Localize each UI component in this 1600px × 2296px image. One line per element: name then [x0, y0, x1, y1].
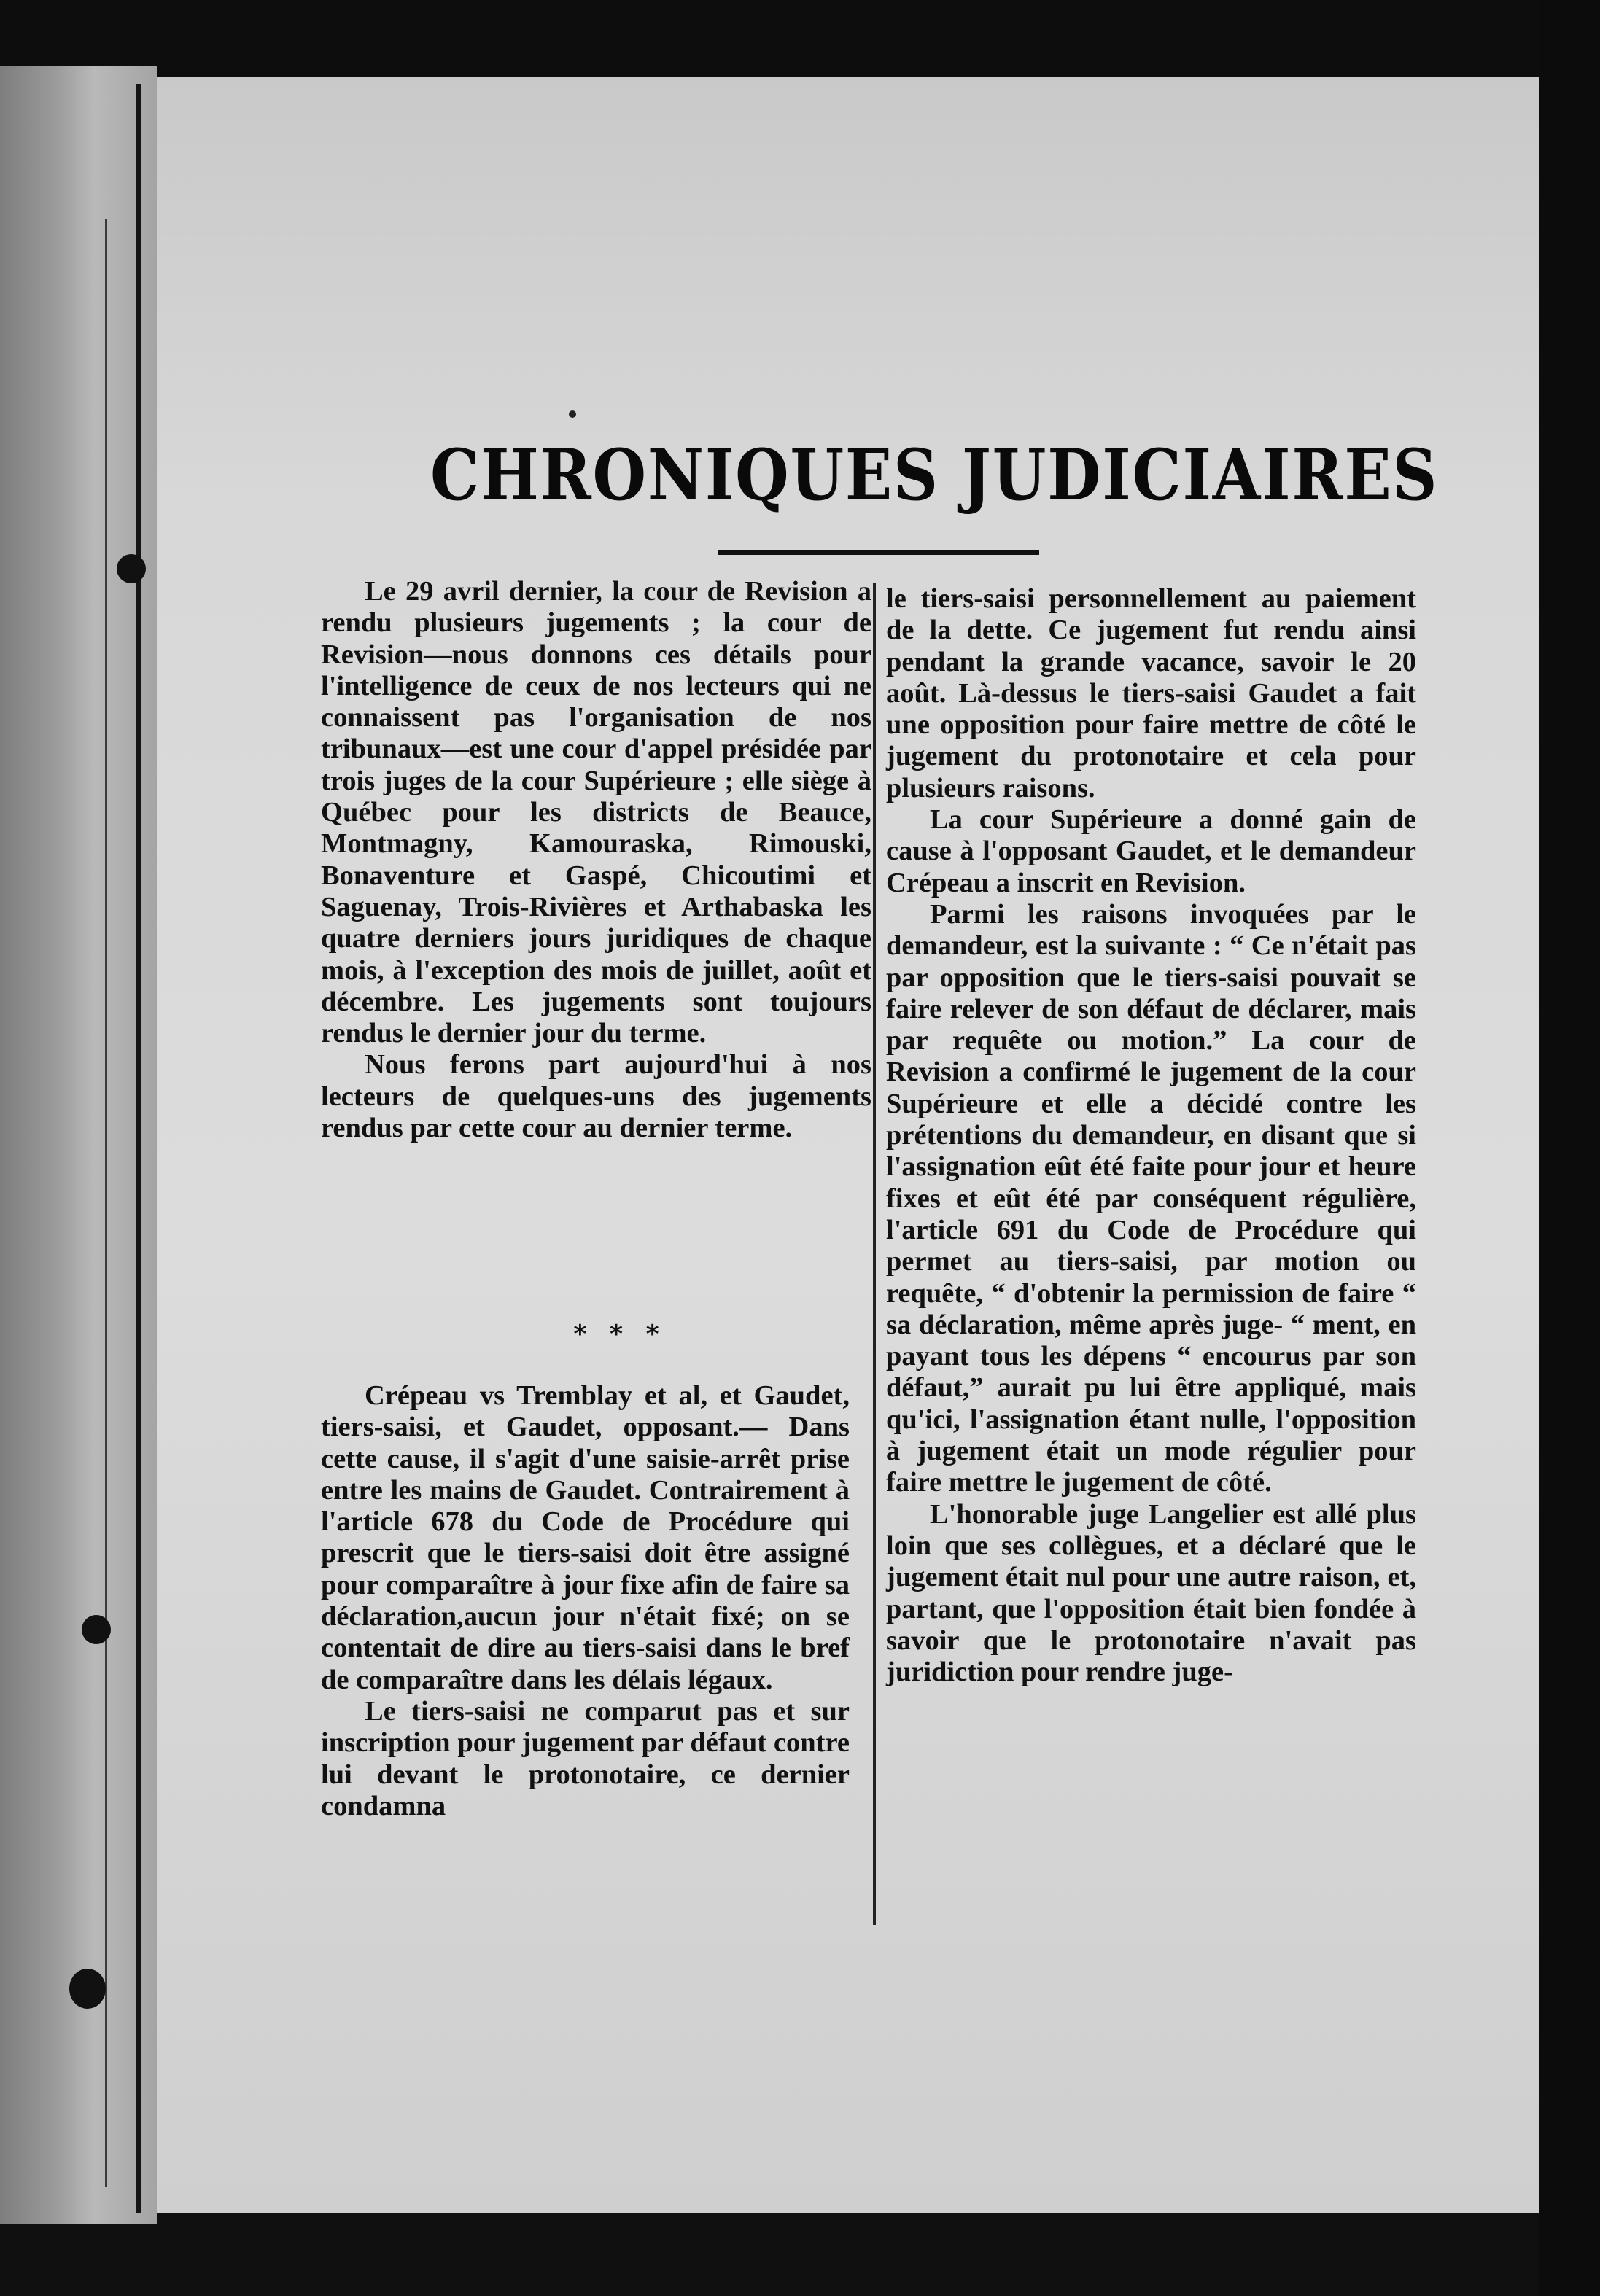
- paragraph: Nous ferons part aujourd'hui à nos lecteurs de quelques-uns des jugements rendus par cette cour au dernier terme.: [321, 1049, 871, 1144]
- section-separator: * * *: [573, 1320, 667, 1349]
- left-column: [321, 576, 871, 1144]
- scan-border-right: [1539, 0, 1600, 2296]
- scan-border-bottom: [0, 2202, 1600, 2296]
- paragraph: Crépeau vs Tremblay et al, et Gaudet, tiers-saisi, et Gaudet, opposant.— Dans cette cause, il s'agit d'une saisie-arrêt prise entre les mains de Gaudet. Contrairement à l'article 678 du Code de Procédure qui prescrit que le tiers-saisi doit être assigné pour comparaître à jour fixe afin de faire sa déclaration,aucun jour n'était fixé; on se contentait de dire au tiers-saisi dans le bref de comparaître dans les délais légaux.: [321, 1380, 850, 1695]
- paragraph: La cour Supérieure a donné gain de cause à l'opposant Gaudet, et le demandeur Crépeau a inscrit en Revision.: [886, 804, 1416, 898]
- column-divider: [873, 583, 876, 1925]
- page-title: CHRONIQUES JUDICIAIRES: [430, 434, 1439, 516]
- binding-hole: [117, 554, 146, 583]
- binding-edge-line: [136, 84, 141, 2213]
- right-column: [886, 583, 1416, 1688]
- paragraph: Parmi les raisons invoquées par le demandeur, est la suivante : “ Ce n'était pas par opposition que le tiers-saisi pouvait se faire relever de son défaut de déclarer, mais par requête ou motion.” La cour de Revision a confirmé le jugement de la cour Supérieure et elle a décidé contre les prétentions du demandeur, en disant que si l'assignation eût été faite pour jour et heure fixes et eût été par conséquent régulière, l'article 691 du Code de Procédure qui permet au tiers-saisi, par motion ou requête, “ d'obtenir la permission de faire “ sa déclaration, même après juge- “ ment, en payant tous les dépens “ encourus par son défaut,” aurait pu lui être appliqué, mais qu'ici, l'assignation étant nulle, l'opposition à jugement était un mode régulier pour faire mettre le jugement de côté.: [886, 898, 1416, 1498]
- ink-dot: [569, 410, 576, 418]
- title-rule: [718, 550, 1039, 555]
- paragraph: L'honorable juge Langelier est allé plus loin que ses collègues, et a déclaré que le jugement était nul pour une autre raison, et, partant, que l'opposition était bien fondée à savoir que le protonotaire n'avait pas juridiction pour rendre juge-: [886, 1498, 1416, 1688]
- binding-hole: [69, 1969, 106, 2009]
- paragraph: Le 29 avril dernier, la cour de Revision a rendu plusieurs jugements ; la cour de Revision—nous donnons ces détails pour l'intelligence de ceux de nos lecteurs qui ne connaissent pas l'organisation de nos tribunaux—est une cour d'appel présidée par trois juges de la cour Supérieure ; elle siège à Québec pour les districts de Beauce, Montmagny, Kamouraska, Rimouski, Bonaventure et Gaspé, Chicoutimi et Saguenay, Trois-Rivières et Arthabaska les quatre derniers jours juridiques de chaque mois, à l'exception des mois de juillet, août et décembre. Les jugements sont toujours rendus le dernier jour du terme.: [321, 576, 871, 1049]
- binding-hole: [82, 1615, 111, 1644]
- paragraph: Le tiers-saisi ne comparut pas et sur inscription pour jugement par défaut contre lui devant le protonotaire, ce dernier condamna: [321, 1695, 850, 1821]
- left-column-second-article: [321, 1380, 850, 1822]
- scan-border-top: [0, 0, 1600, 87]
- binding-fold-line: [105, 219, 107, 2187]
- binding-gutter: [0, 66, 157, 2224]
- paragraph: le tiers-saisi personnellement au paiement de la dette. Ce jugement fut rendu ainsi pendant la grande vacance, savoir le 20 août. Là-dessus le tiers-saisi Gaudet a fait une opposition pour faire mettre de côté le jugement du protonotaire et cela pour plusieurs raisons.: [886, 583, 1416, 803]
